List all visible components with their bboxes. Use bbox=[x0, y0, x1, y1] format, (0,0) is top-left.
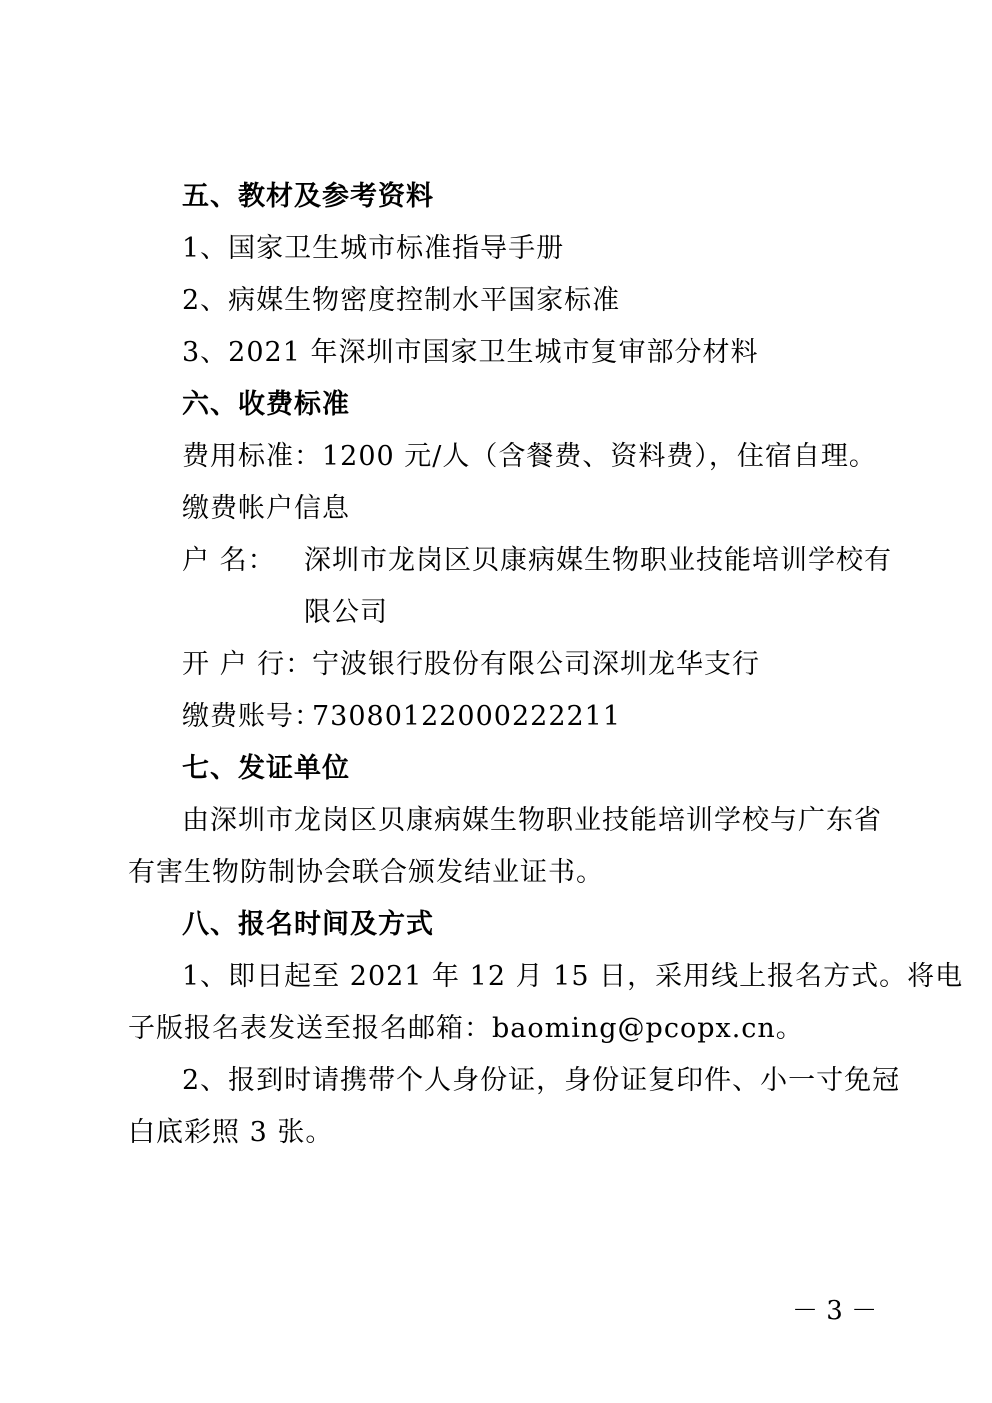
registration-item2-line2: 白底彩照 3 张。 bbox=[128, 1117, 334, 1148]
fee-standard-text: 费用标准：1200 元/人（含餐费、资料费），住宿自理。 bbox=[182, 441, 877, 472]
account-name-label: 户 名： bbox=[182, 545, 276, 576]
account-name-value-line1: 深圳市龙岗区贝康病媒生物职业技能培训学校有 bbox=[304, 545, 892, 576]
page-number: － 3 － bbox=[792, 1296, 878, 1326]
account-name-value-line2: 限公司 bbox=[304, 597, 388, 628]
registration-item1-line1: 1、即日起至 2021 年 12 月 15 日，采用线上报名方式。将电 bbox=[182, 961, 964, 992]
account-number-label: 缴费账号： bbox=[182, 701, 322, 732]
section5-heading: 五、教材及参考资料 bbox=[182, 181, 434, 212]
account-number-value: 73080122000222211 bbox=[312, 701, 622, 732]
registration-item1-line2: 子版报名表发送至报名邮箱：baoming@pcopx.cn。 bbox=[128, 1013, 804, 1044]
bank-label: 开 户 行： bbox=[182, 649, 314, 680]
section7-body-line2: 有害生物防制协会联合颁发结业证书。 bbox=[128, 857, 604, 888]
section6-heading: 六、收费标准 bbox=[182, 389, 350, 420]
account-info-title: 缴费帐户信息 bbox=[182, 493, 350, 524]
reference-item-3: 3、2021 年深圳市国家卫生城市复审部分材料 bbox=[182, 337, 759, 368]
registration-item2-line1: 2、报到时请携带个人身份证，身份证复印件、小一寸免冠 bbox=[182, 1065, 901, 1096]
reference-item-2: 2、病媒生物密度控制水平国家标准 bbox=[182, 285, 621, 316]
bank-value: 宁波银行股份有限公司深圳龙华支行 bbox=[312, 649, 760, 680]
section8-heading: 八、报名时间及方式 bbox=[182, 909, 434, 940]
reference-item-1: 1、国家卫生城市标准指导手册 bbox=[182, 233, 565, 264]
section7-body-line1: 由深圳市龙岗区贝康病媒生物职业技能培训学校与广东省 bbox=[182, 805, 882, 836]
section7-heading: 七、发证单位 bbox=[182, 753, 350, 784]
